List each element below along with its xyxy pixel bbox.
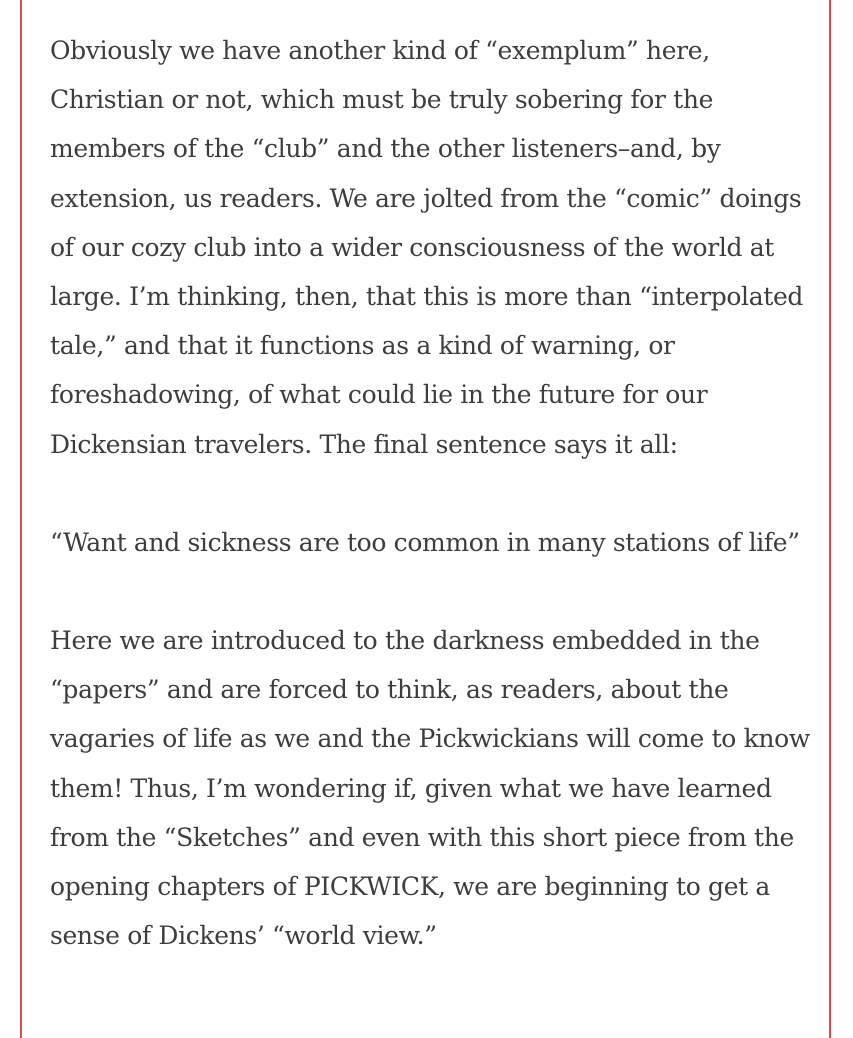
paragraph-quote: “Want and sickness are too common in many stations of life” [50, 527, 800, 557]
paragraph-exemplum: Obviously we have another kind of “exemplum” here, Christian or not, which must be truly sobering for the members of the “club” and the other listeners–and, by extension, us readers. We are jolted from the “comic” doings of our cozy club into a wider consciousness of the world at large. I’m thinking, then, that this is more than “interpolated tale,” and that it functions as a kind of warning, or foreshadowing, of what could lie in the future for our Dickensian travelers. The final sentence says it all: [50, 36, 804, 459]
comment-body [50, 26, 810, 960]
paragraph-world-view: Here we are introduced to the darkness embedded in the “papers” and are forced to think, as readers, about the vagaries of life as we and the Pickwickians will come to know them! Thus, I’m wondering if, given what we have learned from the “Sketches” and even with this short piece from the opening chapters of PICKWICK, we are beginning to get a sense of Dickens’ “world view.” [50, 626, 810, 951]
